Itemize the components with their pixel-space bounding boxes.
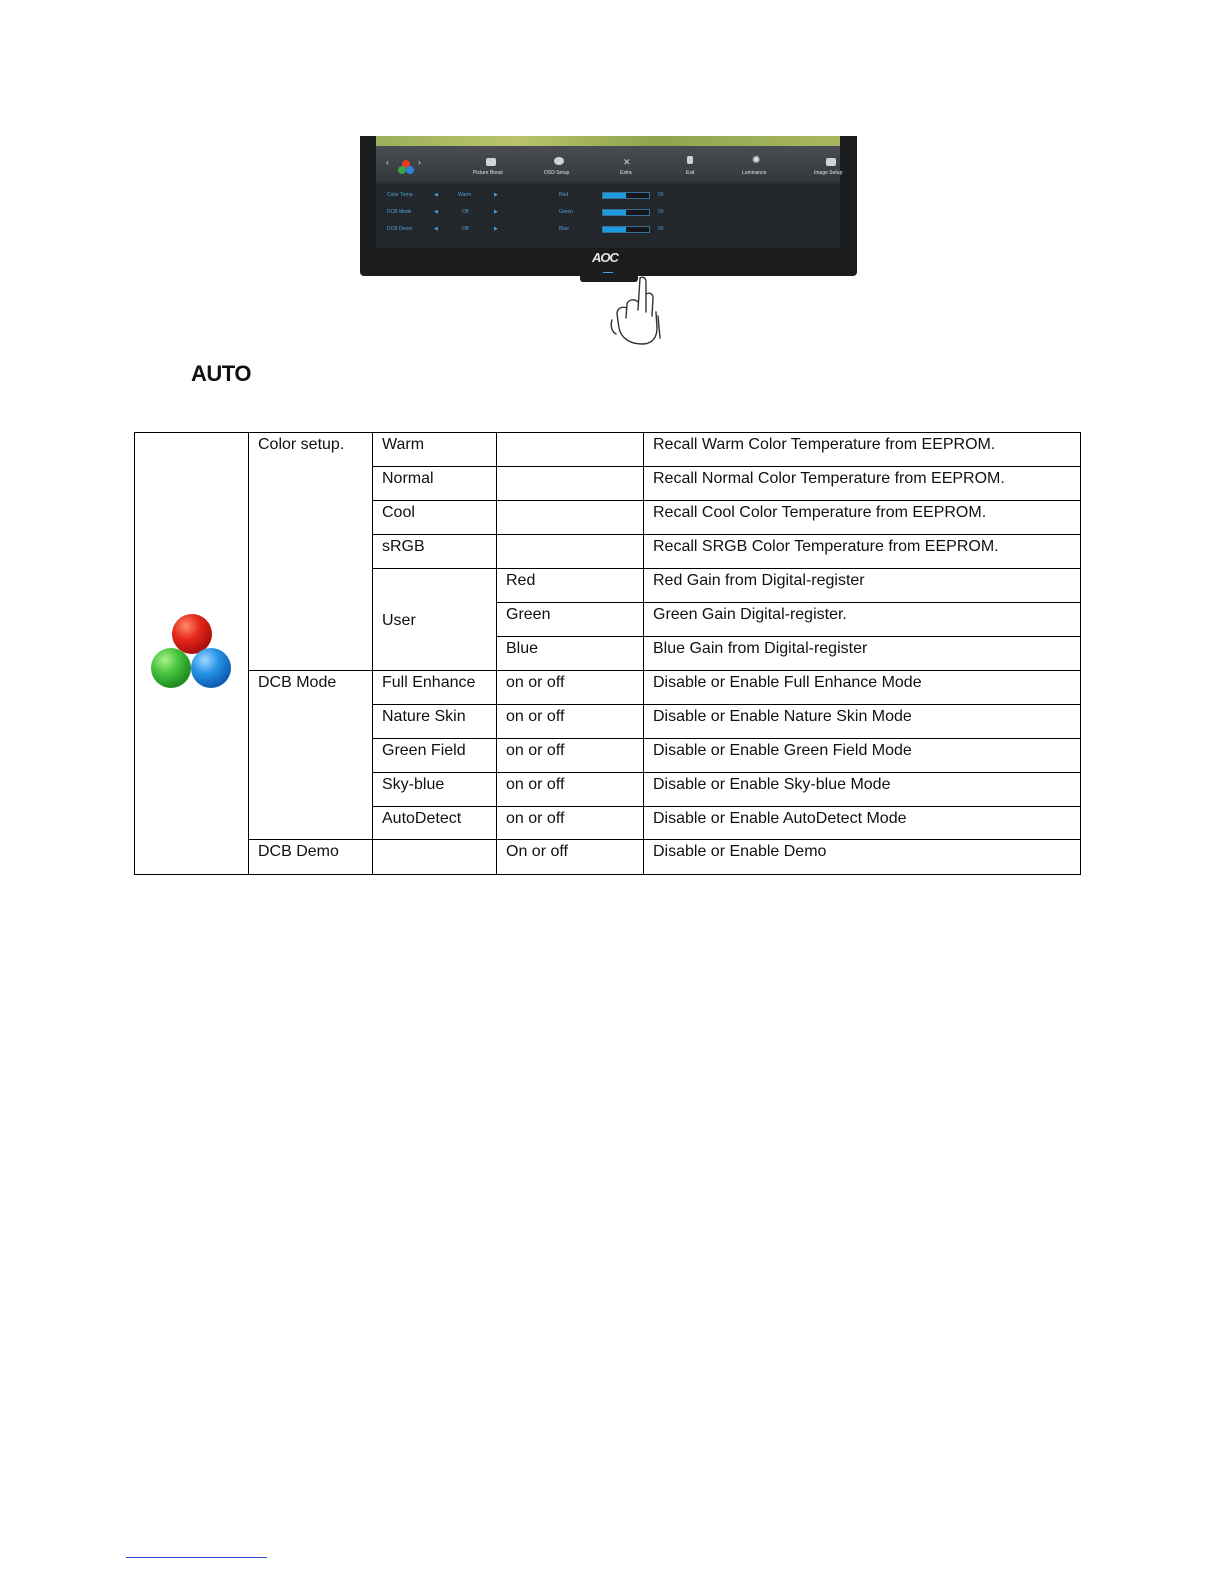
osd-tab-bar: ‹ › Picture Boost OSD Setup ✕ Extra Exit ✺ Luminance Image Setup (376, 146, 840, 182)
value-green: Green (497, 603, 644, 637)
desc-cool: Recall Cool Color Temperature from EEPROM. (644, 501, 1081, 535)
pointing-hand-icon (600, 272, 680, 352)
item-user: User (373, 569, 497, 671)
group-color-setup: Color setup. (249, 433, 373, 671)
desc-demo: Disable or Enable Demo (644, 840, 1081, 875)
desc-srgb: Recall SRGB Color Temperature from EEPROM. (644, 535, 1081, 569)
value-cell (497, 467, 644, 501)
osd-blue-gain-bar (602, 226, 650, 233)
osd-settings-panel (376, 184, 840, 248)
osd-dcb-mode-value: Off (462, 209, 469, 215)
value-cell: on or off (497, 773, 644, 807)
value-demo: On or off (497, 840, 644, 875)
osd-green-label: Green (559, 209, 573, 215)
right-arrow-icon: ▶ (494, 192, 498, 198)
screen-image-strip (376, 136, 840, 146)
left-arrow-icon: ◀ (434, 209, 438, 215)
osd-red-value: 50 (658, 192, 664, 198)
section-title: AUTO (191, 361, 251, 386)
osd-dcb-mode-label: DCB Mode (387, 209, 412, 215)
value-cell: on or off (497, 739, 644, 773)
item-sky-blue: Sky-blue (373, 773, 497, 807)
value-cell: on or off (497, 807, 644, 840)
osd-blue-label: Blue (559, 226, 570, 232)
item-nature-skin: Nature Skin (373, 705, 497, 739)
right-arrow-icon: ▶ (494, 226, 498, 232)
desc-blue: Blue Gain from Digital-register (644, 637, 1081, 671)
desc-normal: Recall Normal Color Temperature from EEPROM. (644, 467, 1081, 501)
tab-picture-boost: Picture Boost (473, 170, 503, 176)
desc-red: Red Gain from Digital-register (644, 569, 1081, 603)
tab-luminance: Luminance (742, 170, 767, 176)
desc-green-field: Disable or Enable Green Field Mode (644, 739, 1081, 773)
item-full-enhance: Full Enhance (373, 671, 497, 705)
desc-warm: Recall Warm Color Temperature from EEPROM. (644, 433, 1081, 467)
item-cool: Cool (373, 501, 497, 535)
footnote-separator (126, 1557, 267, 1558)
item-autodetect: AutoDetect (373, 807, 497, 840)
osd-color-temp-label: Color Temp. (387, 192, 414, 198)
osd-setup-icon (554, 157, 564, 165)
table-row (135, 671, 1081, 705)
item-warm: Warm (373, 433, 497, 467)
image-setup-icon (826, 158, 836, 166)
value-red: Red (497, 569, 644, 603)
tab-osd-setup: OSD Setup (544, 170, 570, 176)
group-dcb-demo: DCB Demo (249, 840, 373, 875)
value-cell: on or off (497, 705, 644, 739)
tab-extra: Extra (620, 170, 632, 176)
group-dcb-mode: DCB Mode (249, 671, 373, 840)
item-srgb: sRGB (373, 535, 497, 569)
item-normal: Normal (373, 467, 497, 501)
tab-exit: Exit (686, 170, 695, 176)
osd-red-gain-bar (602, 192, 650, 199)
osd-menu (376, 146, 843, 248)
tab-image-setup: Image Setup (814, 170, 843, 176)
osd-color-temp-value: Warm (458, 192, 472, 198)
table-row (135, 433, 1081, 467)
left-arrow-icon: ◀ (434, 226, 438, 232)
left-arrow-icon: ◀ (434, 192, 438, 198)
item-green-field: Green Field (373, 739, 497, 773)
desc-green: Green Gain Digital-register. (644, 603, 1081, 637)
desc-autodetect: Disable or Enable AutoDetect Mode (644, 807, 1081, 840)
osd-dcb-demo-label: DCB Demo (387, 226, 413, 232)
monitor-illustration (360, 136, 857, 276)
value-cell (497, 501, 644, 535)
desc-sky-blue: Disable or Enable Sky-blue Mode (644, 773, 1081, 807)
table-row (135, 840, 1081, 875)
color-setup-table (134, 432, 1081, 875)
osd-dcb-demo-value: Off (462, 226, 469, 232)
osd-green-value: 50 (658, 209, 664, 215)
osd-blue-value: 50 (658, 226, 664, 232)
desc-nature-skin: Disable or Enable Nature Skin Mode (644, 705, 1081, 739)
picture-boost-icon (486, 158, 496, 166)
icon-cell (135, 433, 249, 875)
extra-icon: ✕ (623, 157, 631, 167)
value-blue: Blue (497, 637, 644, 671)
exit-icon (687, 156, 693, 164)
value-cell (497, 535, 644, 569)
osd-red-label: Red (559, 192, 569, 198)
color-setup-icon (149, 612, 235, 692)
desc-full-enhance: Disable or Enable Full Enhance Mode (644, 671, 1081, 705)
item-demo (373, 840, 497, 875)
luminance-icon: ✺ (752, 155, 761, 166)
brand-logo: AOC (592, 250, 618, 265)
value-cell (497, 433, 644, 467)
value-cell: on or off (497, 671, 644, 705)
right-arrow-icon: ▶ (494, 209, 498, 215)
osd-green-gain-bar (602, 209, 650, 216)
